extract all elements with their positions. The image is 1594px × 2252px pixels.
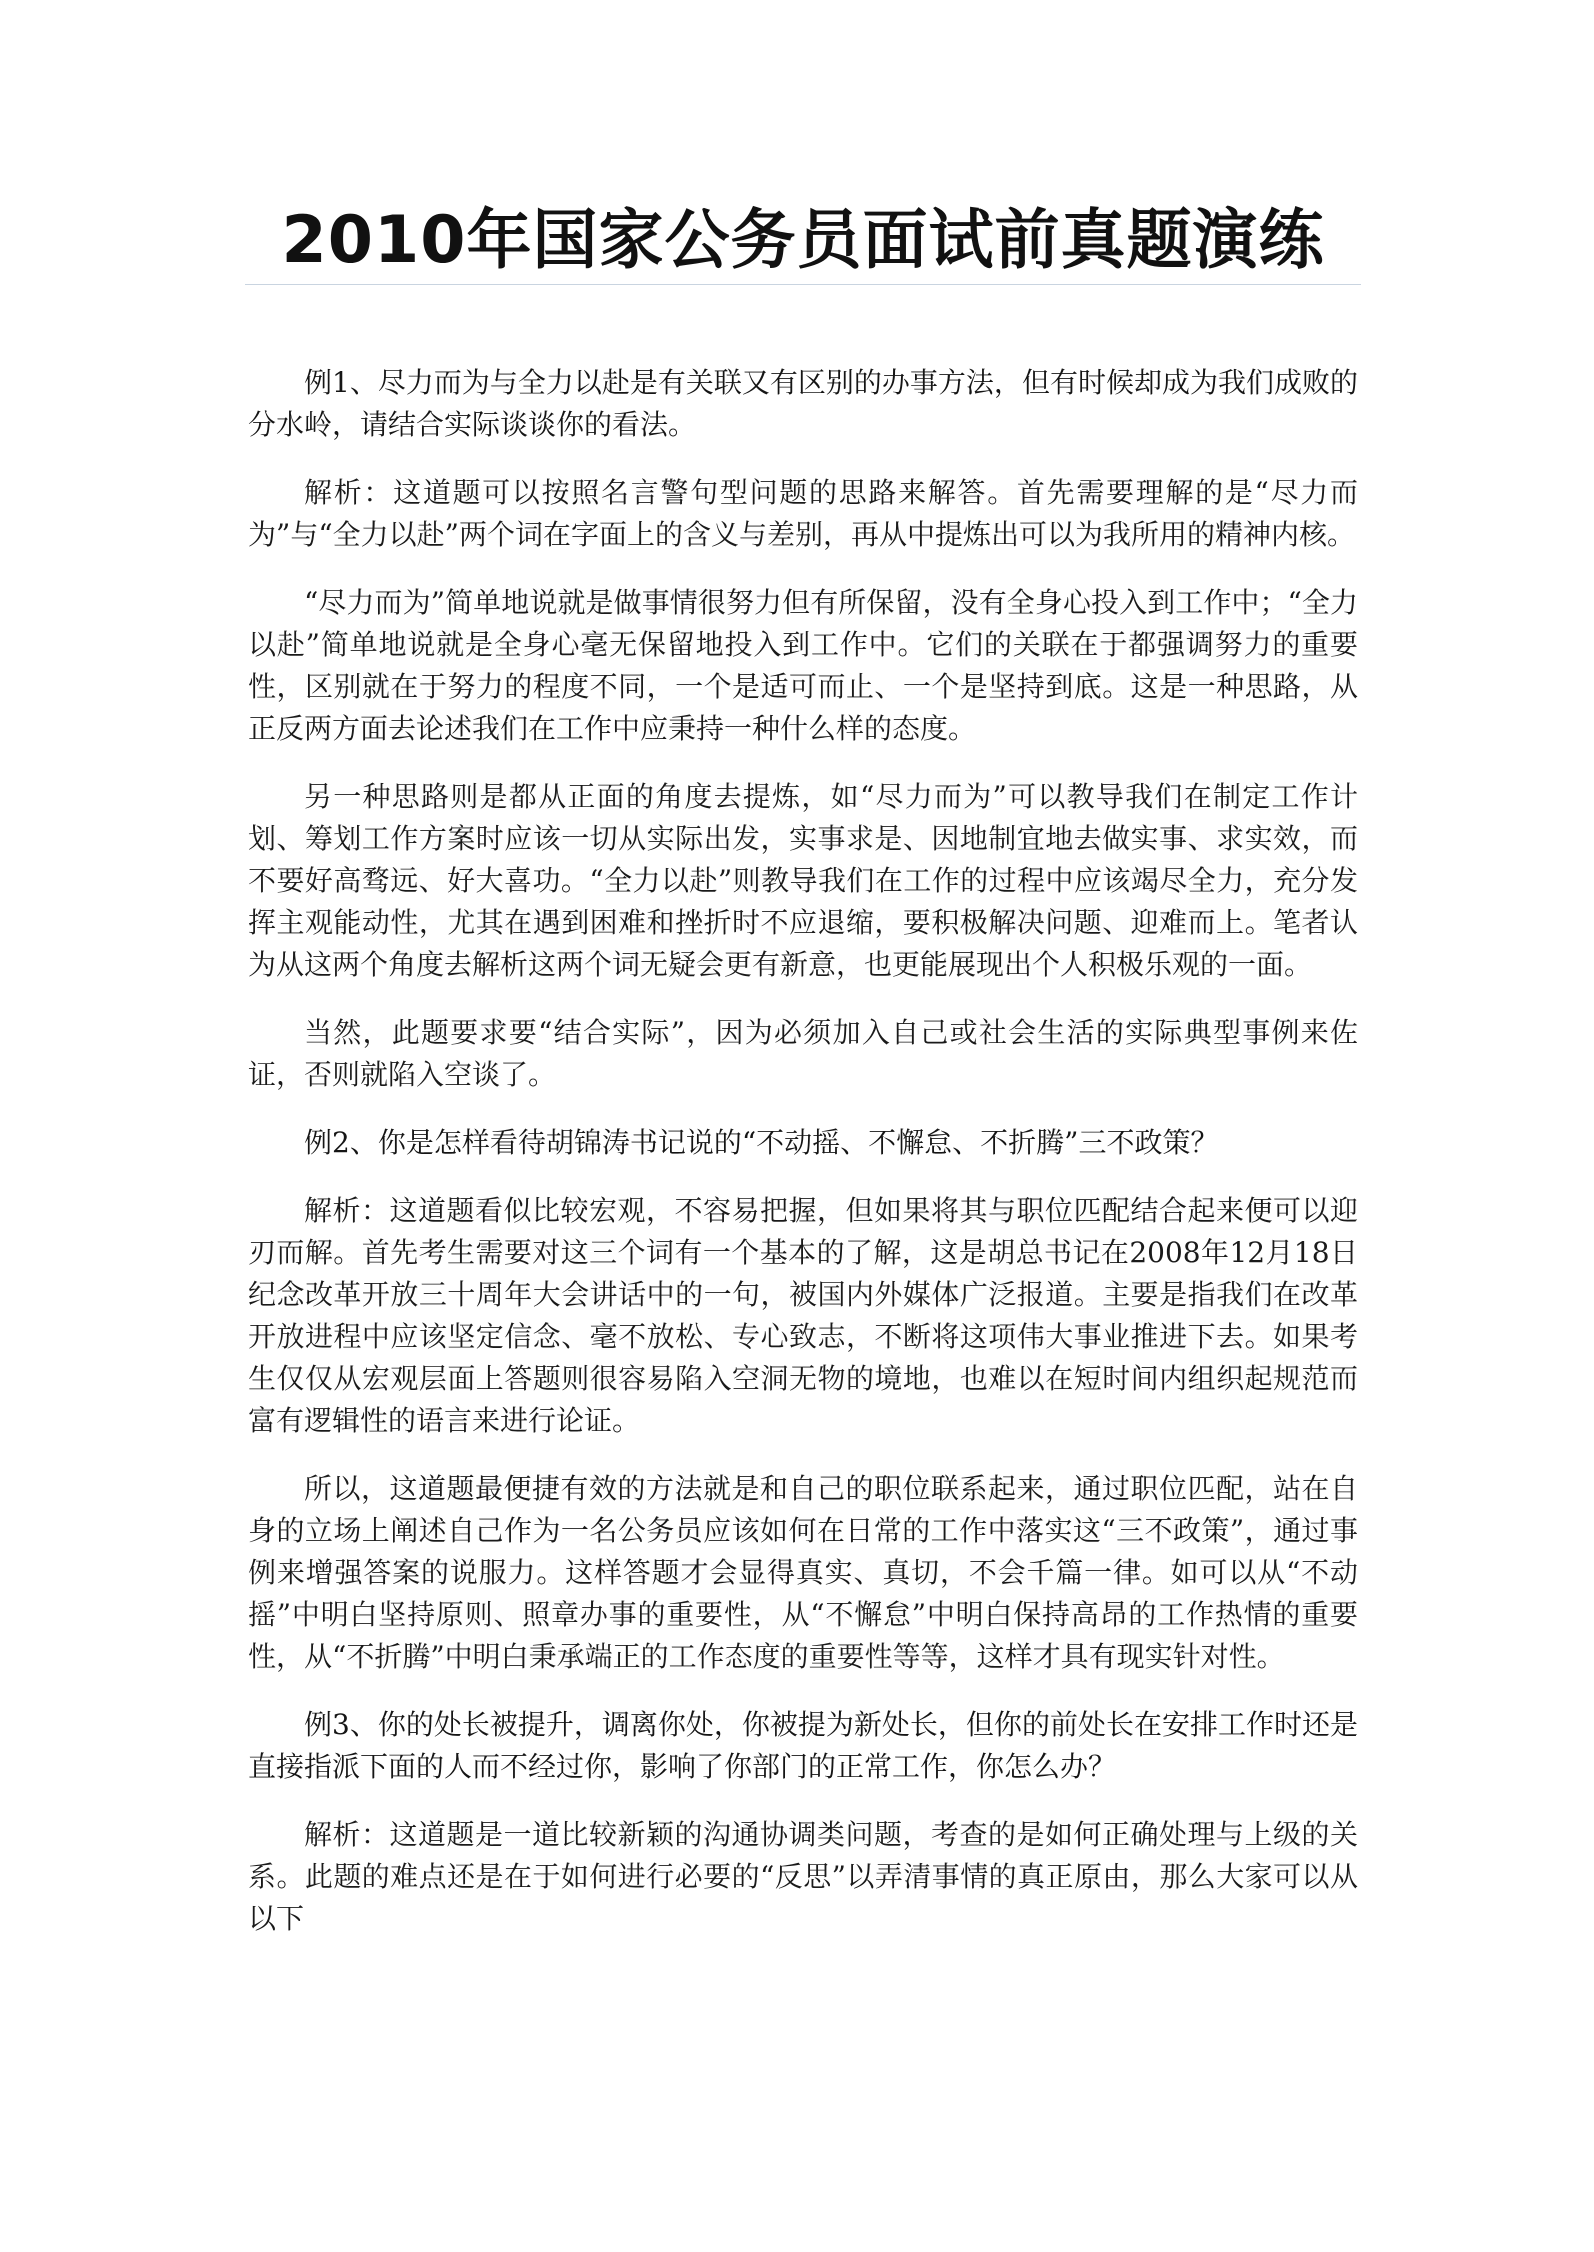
analysis-paragraph: 当然，此题要求要“结合实际”，因为必须加入自己或社会生活的实际典型事例来佐证，否则就陷入空谈了。 [248,1016,1358,1091]
analysis-paragraph: 另一种思路则是都从正面的角度去提炼，如“尽力而为”可以教导我们在制定工作计划、筹划工作方案时应该一切从实际出发，实事求是、因地制宜地去做实事、求实效，而不要好高骛远、好大喜功。“全力以赴”则教导我们在工作的过程中应该竭尽全力，充分发挥主观能动性，尤其在遇到困难和挫折时不应退缩，要积极解决问题、迎难而上。笔者认为从这两个角度去解析这两个词无疑会更有新意，也更能展现出个人积极乐观的一面。 [248,780,1358,981]
title-underline [245,284,1361,285]
analysis-paragraph: 所以，这道题最便捷有效的方法就是和自己的职位联系起来，通过职位匹配，站在自身的立场上阐述自己作为一名公务员应该如何在日常的工作中落实这“三不政策”，通过事例来增强答案的说服力。这样答题才会显得真实、真切，不会千篇一律。如可以从“不动摇”中明白坚持原则、照章办事的重要性，从“不懈怠”中明白保持高昂的工作热情的重要性，从“不折腾”中明白秉承端正的工作态度的重要性等等，这样才具有现实针对性。 [248,1472,1358,1673]
analysis-paragraph: “尽力而为”简单地说就是做事情很努力但有所保留，没有全身心投入到工作中；“全力以赴”简单地说就是全身心毫无保留地投入到工作中。它们的关联在于都强调努力的重要性，区别就在于努力的程度不同，一个是适可而止、一个是坚持到底。这是一种思路，从正反两方面去论述我们在工作中应秉持一种什么样的态度。 [248,586,1358,745]
analysis-paragraph: 解析：这道题看似比较宏观，不容易把握，但如果将其与职位匹配结合起来便可以迎刃而解。首先考生需要对这三个词有一个基本的了解，这是胡总书记在2008年12月18日纪念改革开放三十周年大会讲话中的一句，被国内外媒体广泛报道。主要是指我们在改革开放进程中应该坚定信念、毫不放松、专心致志，不断将这项伟大事业推进下去。如果考生仅仅从宏观层面上答题则很容易陷入空洞无物的境地，也难以在短时间内组织起规范而富有逻辑性的语言来进行论证。 [248,1194,1358,1437]
question-paragraph: 例3、你的处长被提升，调离你处，你被提为新处长，但你的前处长在安排工作时还是直接指派下面的人而不经过你，影响了你部门的正常工作，你怎么办？ [248,1708,1358,1783]
question-paragraph: 例1、尽力而为与全力以赴是有关联又有区别的办事方法，但有时候却成为我们成败的分水岭，请结合实际谈谈你的看法。 [248,366,1358,441]
analysis-paragraph: 解析：这道题可以按照名言警句型问题的思路来解答。首先需要理解的是“尽力而为”与“全力以赴”两个词在字面上的含义与差别，再从中提炼出可以为我所用的精神内核。 [248,476,1358,551]
document-body [248,362,1358,1966]
question-paragraph: 例2、你是怎样看待胡锦涛书记说的“不动摇、不懈怠、不折腾”三不政策？ [304,1126,1219,1159]
analysis-paragraph: 解析：这道题是一道比较新颖的沟通协调类问题，考查的是如何正确处理与上级的关系。此题的难点还是在于如何进行必要的“反思”以弄清事情的真正原由，那么大家可以从以下 [248,1818,1358,1935]
document-title: 2010年国家公务员面试前真题演练 [281,203,1325,278]
